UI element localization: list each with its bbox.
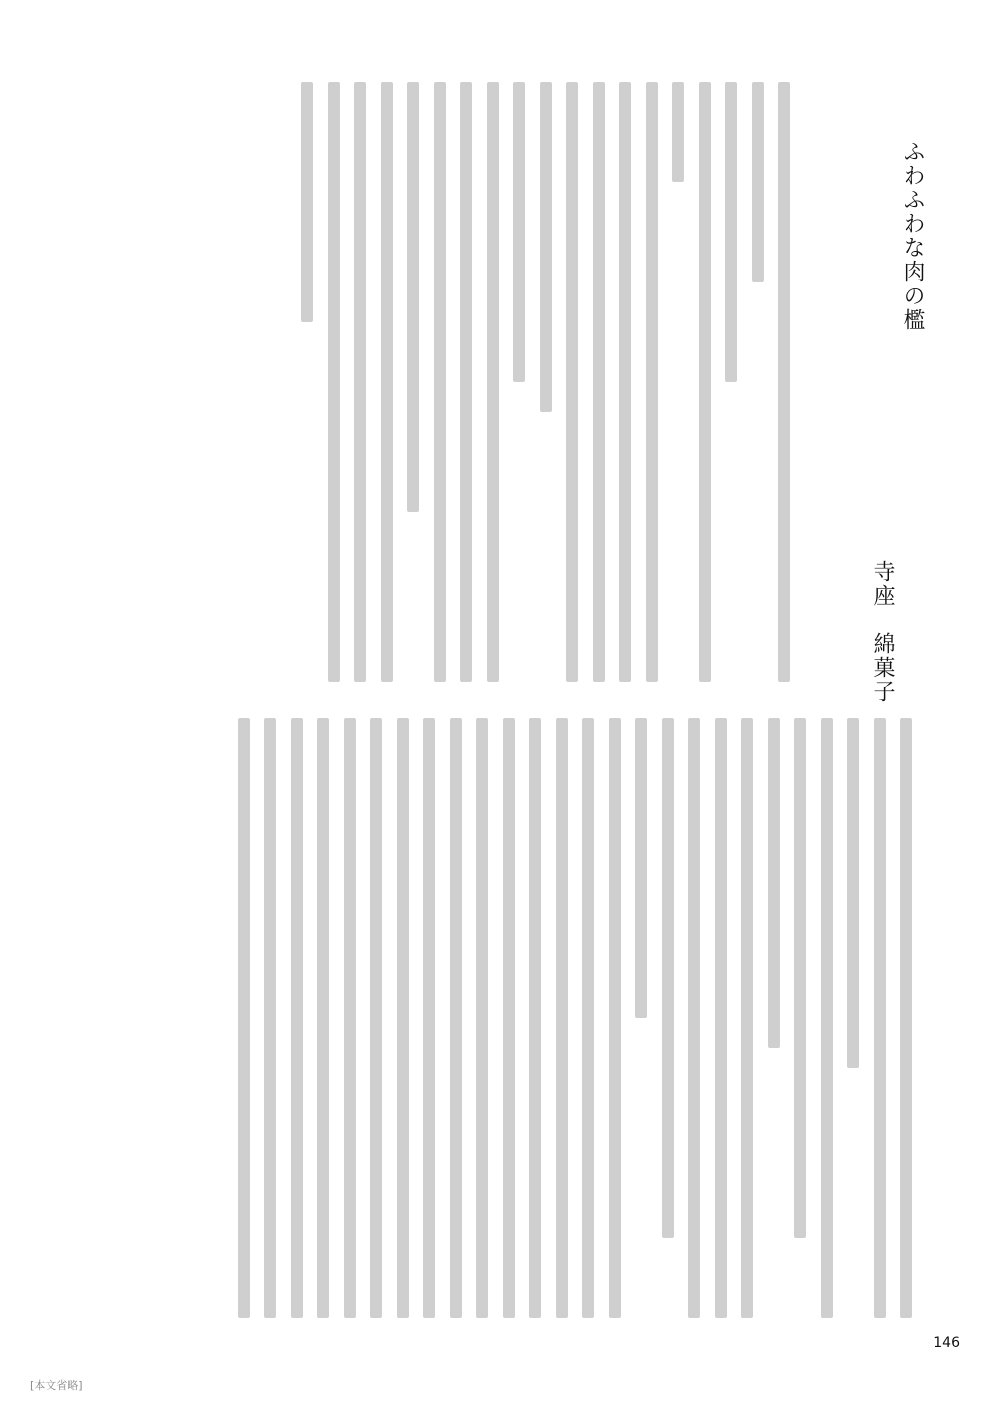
text-line-placeholder xyxy=(556,718,568,1318)
text-line-placeholder xyxy=(423,718,435,1318)
text-line-placeholder xyxy=(540,82,552,412)
text-line-placeholder xyxy=(646,82,658,682)
text-line-placeholder xyxy=(291,718,303,1318)
story-title: ふわふわな肉の檻 xyxy=(900,140,925,332)
text-line-placeholder xyxy=(301,82,313,322)
text-line-placeholder xyxy=(874,718,886,1318)
page-number: 146 xyxy=(933,1335,960,1351)
text-line-placeholder xyxy=(609,718,621,1318)
text-line-placeholder xyxy=(752,82,764,282)
text-line-placeholder xyxy=(238,718,250,1318)
text-line-placeholder xyxy=(619,82,631,682)
text-line-placeholder xyxy=(699,82,711,682)
text-line-placeholder xyxy=(529,718,541,1318)
text-line-placeholder xyxy=(821,718,833,1318)
text-line-placeholder xyxy=(847,718,859,1068)
text-line-placeholder xyxy=(317,718,329,1318)
text-line-placeholder xyxy=(593,82,605,682)
text-line-placeholder xyxy=(487,82,499,682)
text-line-placeholder xyxy=(407,82,419,512)
text-line-placeholder xyxy=(741,718,753,1318)
text-line-placeholder xyxy=(434,82,446,682)
text-line-placeholder xyxy=(662,718,674,1238)
text-line-placeholder xyxy=(513,82,525,382)
text-line-placeholder xyxy=(715,718,727,1318)
text-line-placeholder xyxy=(794,718,806,1238)
text-line-placeholder xyxy=(778,82,790,682)
text-line-placeholder xyxy=(566,82,578,682)
omitted-body-note: [本文省略] xyxy=(30,1379,83,1392)
text-line-placeholder xyxy=(635,718,647,1018)
text-line-placeholder xyxy=(381,82,393,682)
text-line-placeholder xyxy=(450,718,462,1318)
body-text-lower-tier xyxy=(238,718,913,1348)
text-line-placeholder xyxy=(503,718,515,1318)
text-line-placeholder xyxy=(768,718,780,1048)
text-line-placeholder xyxy=(900,718,912,1318)
text-line-placeholder xyxy=(344,718,356,1318)
text-line-placeholder xyxy=(370,718,382,1318)
text-line-placeholder xyxy=(688,718,700,1318)
text-line-placeholder xyxy=(328,82,340,682)
text-line-placeholder xyxy=(460,82,472,682)
text-line-placeholder xyxy=(397,718,409,1318)
author-name: 寺座 綿菓子 xyxy=(870,560,895,704)
text-line-placeholder xyxy=(672,82,684,182)
text-line-placeholder xyxy=(264,718,276,1318)
text-line-placeholder xyxy=(354,82,366,682)
body-text-upper-tier xyxy=(301,82,790,692)
text-line-placeholder xyxy=(725,82,737,382)
text-line-placeholder xyxy=(476,718,488,1318)
text-line-placeholder xyxy=(582,718,594,1318)
